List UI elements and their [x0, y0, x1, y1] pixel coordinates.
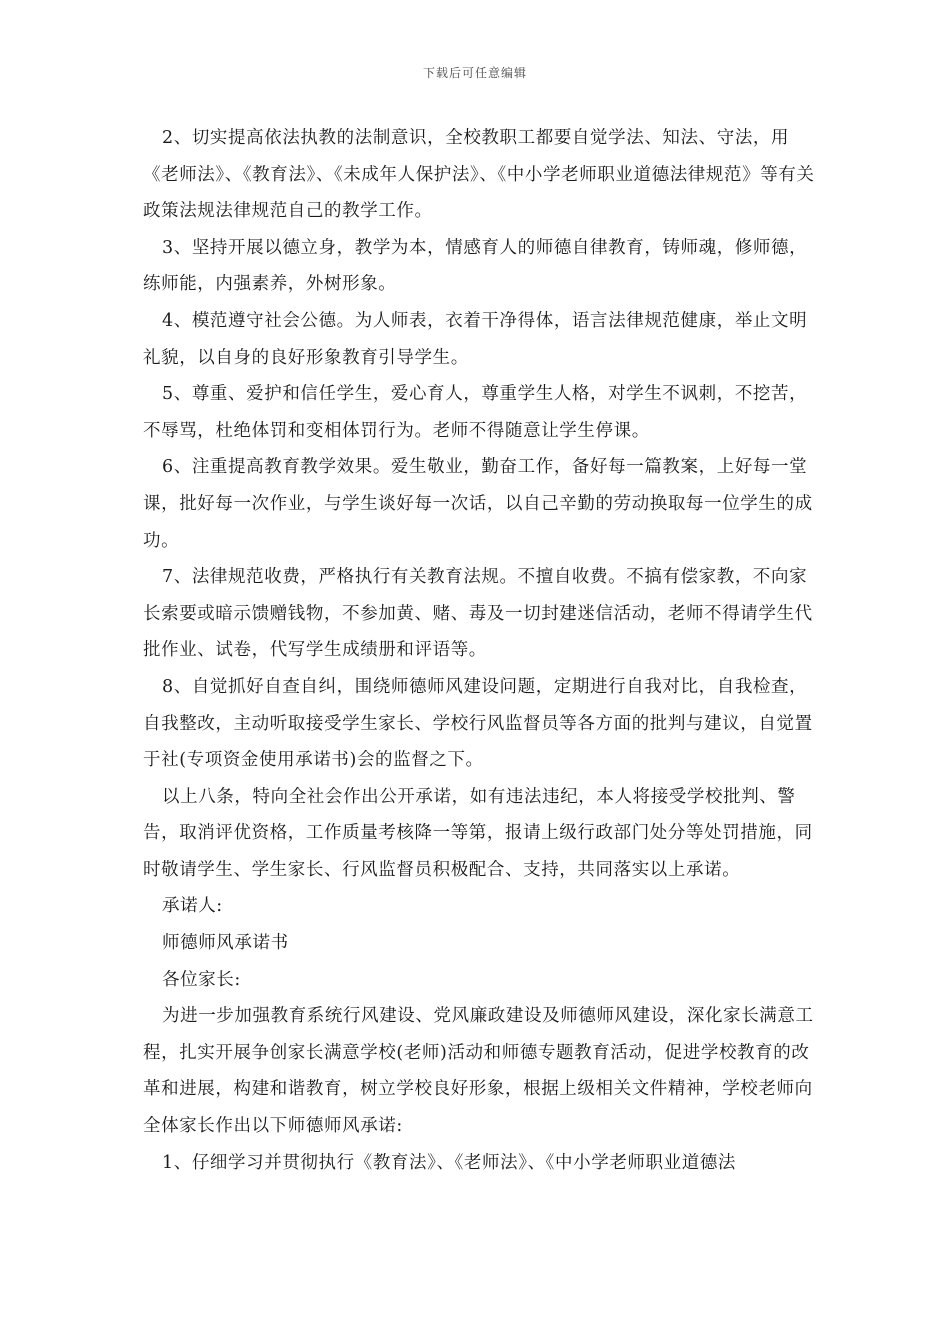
page-header: 下载后可任意编辑 — [422, 66, 527, 80]
paragraph-intro: 为进一步加强教育系统行风建设、党风廉政建设及师德师风建设，深化家长满意工程，扎实开展争创家长满意学校(老师)活动和师德专题教育活动，促进学校教育的改革和进展，构建和谐教育，树立学校良好形象，根据上级相关文件精神，学校老师向全体家长作出以下师德师风承诺: — [143, 1006, 814, 1137]
document-body — [143, 120, 815, 1181]
paragraph-item-5: 5、尊重、爱护和信任学生，爱心育人，尊重学生人格，对学生不讽刺，不挖苦，不辱骂，杜绝体罚和变相体罚行为。老师不得随意让学生停课。 — [143, 384, 808, 441]
salutation: 各位家长: — [162, 969, 241, 990]
paragraph-summary: 以上八条，特向全社会作出公开承诺，如有违法违纪，本人将接受学校批判、警告，取消评优资格，工作质量考核降一等第，报请上级行政部门处分等处罚措施，同时敬请学生、学生家长、行风监督员积极配合、支持，共同落实以上承诺。 — [143, 786, 813, 880]
signatory-label: 承诺人: — [162, 896, 223, 917]
paragraph-item-7: 7、法律规范收费，严格执行有关教育法规。不擅自收费。不搞有偿家教，不向家长索要或暗示馈赠钱物，不参加黄、赌、毒及一切封建迷信活动，老师不得请学生代批作业、试卷，代写学生成绩册和评语等。 — [143, 567, 813, 661]
paragraph-item-6: 6、注重提高教育教学效果。爱生敬业，勤奋工作，备好每一篇教案，上好每一堂课，批好每一次作业，与学生谈好每一次话，以自己辛勤的劳动换取每一位学生的成功。 — [143, 457, 813, 551]
section-title: 师德师风承诺书 — [162, 933, 289, 954]
paragraph-item-2: 2、切实提高依法执教的法制意识，全校教职工都要自觉学法、知法、守法，用《老师法》、《教育法》、《未成年人保护法》、《中小学老师职业道德法律规范》等有关政策法规法律规范自己的教学工作。 — [143, 128, 815, 222]
paragraph-item-8: 8、自觉抓好自查自纠，围绕师德师风建设问题，定期进行自我对比，自我检查，自我整改，主动听取接受学生家长、学校行风监督员等各方面的批判与建议，自觉置于社(专项资金使用承诺书)会的监督之下。 — [143, 676, 813, 771]
paragraph-item-3: 3、坚持开展以德立身，教学为本，情感育人的师德自律教育，铸师魂，修师德，练师能，内强素养，外树形象。 — [143, 237, 808, 295]
paragraph-item-4: 4、模范遵守社会公德。为人师表，衣着干净得体，语言法律规范健康，举止文明礼貌，以自身的良好形象教育引导学生。 — [143, 310, 808, 368]
paragraph-item-1: 1、仔细学习并贯彻执行《教育法》、《老师法》、《中小学老师职业道德法 — [162, 1152, 737, 1173]
